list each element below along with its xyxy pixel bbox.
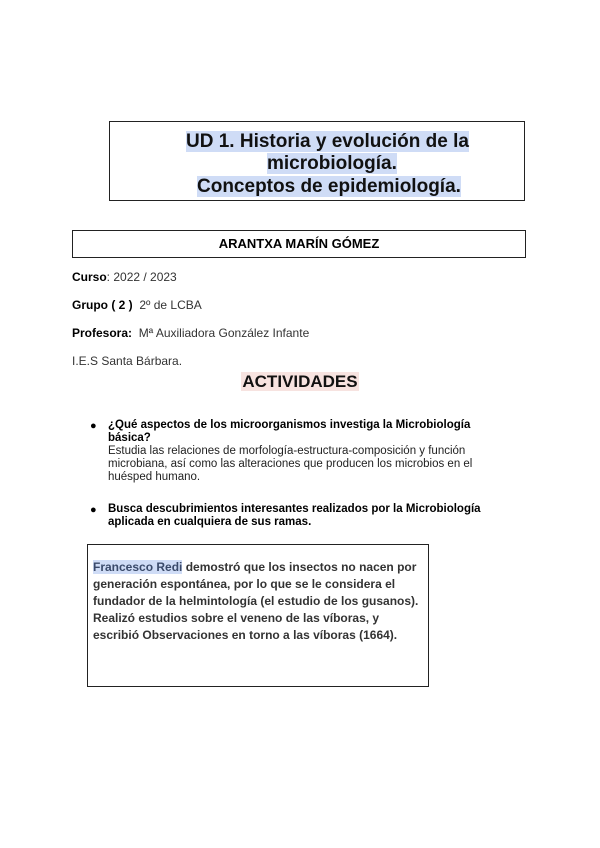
bullet-icon: ●	[90, 504, 97, 516]
answer-1-line-3: huésped humano.	[108, 471, 201, 483]
question-2-line-2: aplicada en cualquiera de sus ramas.	[108, 516, 312, 528]
group-label: Grupo ( 2 )	[72, 298, 133, 312]
school-name: I.E.S Santa Bárbara.	[72, 354, 183, 368]
activities-heading: ACTIVIDADES	[242, 372, 358, 391]
redi-line-5: escribió Observaciones en torno a las víboras (1664).	[93, 628, 398, 642]
group-line	[72, 298, 202, 313]
question-1-line-2: básica?	[108, 432, 151, 444]
author-name: ARANTXA MARÍN GÓMEZ	[218, 236, 380, 251]
redi-line-2: generación espontánea, por lo que se le considera el	[93, 577, 396, 591]
group-value: 2º de LCBA	[139, 298, 202, 312]
teacher-value: Mª Auxiliadora González Infante	[138, 326, 310, 340]
redi-name: Francesco Redi	[93, 560, 183, 574]
school-line	[72, 354, 182, 369]
redi-line-4: Realizó estudios sobre el veneno de las víboras, y	[93, 611, 380, 625]
course-value: : 2022 / 2023	[106, 270, 177, 284]
title-line-1: UD 1. Historia y evolución de la	[186, 131, 469, 152]
title-line-3: Conceptos de epidemiología.	[197, 176, 461, 197]
question-1-line-1: ¿Qué aspectos de los microorganismos investiga la Microbiología	[108, 419, 471, 431]
course-label: Curso	[72, 270, 107, 284]
activity-item-1	[108, 419, 508, 484]
title-box	[109, 121, 525, 201]
redi-line-1: demostró que los insectos no nacen por	[182, 560, 417, 574]
author-box	[72, 230, 526, 258]
course-line	[72, 270, 177, 285]
answer-1-line-1: Estudia las relaciones de morfología-estructura-composición y función	[108, 445, 466, 457]
bullet-icon: ●	[90, 420, 97, 432]
activity-item-2	[108, 503, 508, 529]
redi-line-3: fundador de la helmintología (el estudio de los gusanos).	[93, 594, 419, 608]
redi-answer-box	[87, 544, 429, 687]
answer-1-line-2: microbiana, así como las alteraciones que producen los microbios en el	[108, 458, 473, 470]
teacher-label: Profesora:	[72, 326, 133, 340]
redi-text	[93, 559, 423, 644]
teacher-line	[72, 326, 309, 341]
title-line-2: microbiología.	[267, 153, 397, 174]
question-2-line-1: Busca descubrimientos interesantes realizados por la Microbiología	[108, 503, 481, 515]
